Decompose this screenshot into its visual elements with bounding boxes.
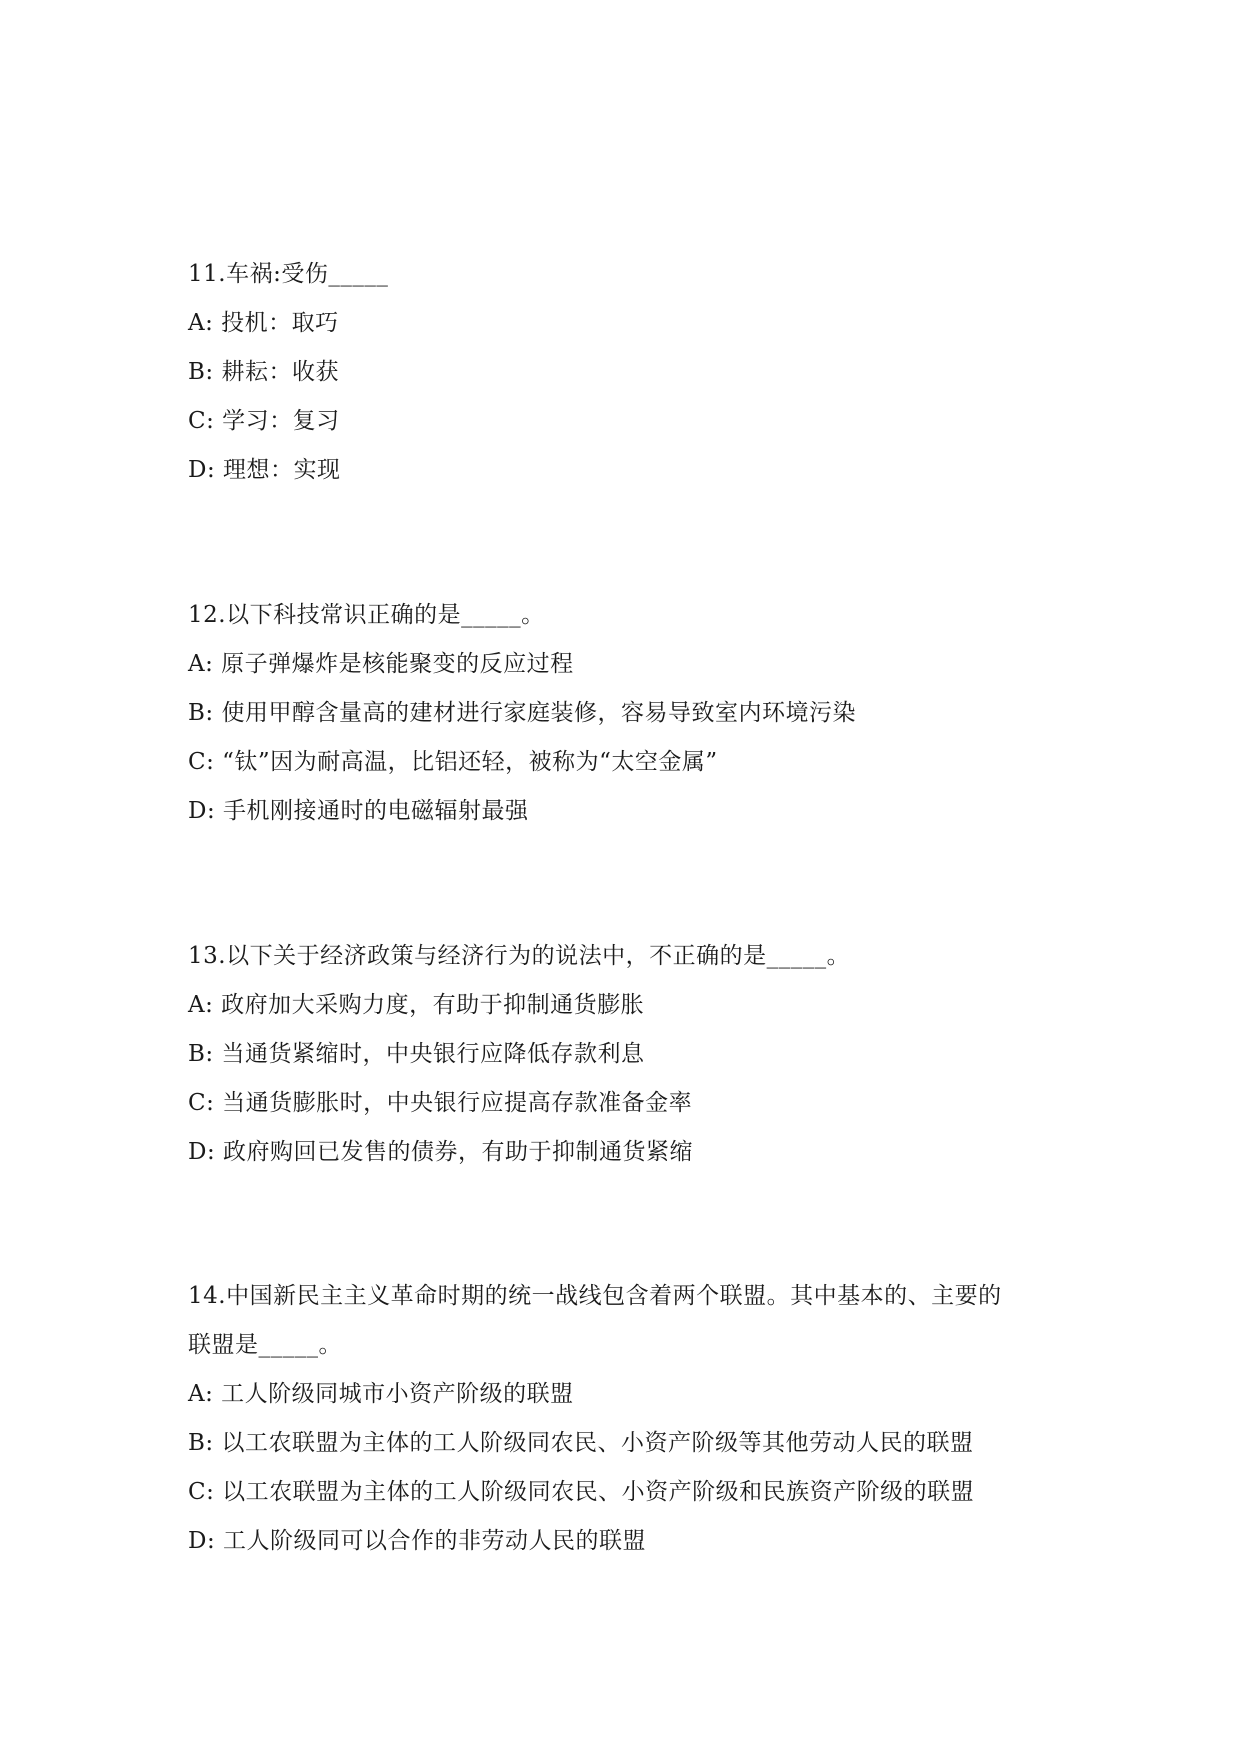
option-d: D: 工人阶级同可以合作的非劳动人民的联盟 — [188, 1528, 647, 1554]
question-stem-line-1: 14.中国新民主主义革命时期的统一战线包含着两个联盟。其中基本的、主要的 — [188, 1283, 1002, 1309]
option-d: D: 理想：实现 — [188, 457, 341, 483]
question-11 — [188, 250, 1068, 495]
question-13 — [188, 932, 1068, 1177]
option-a: A: 工人阶级同城市小资产阶级的联盟 — [188, 1381, 574, 1407]
question-14 — [188, 1272, 1068, 1566]
option-a: A: 投机：取巧 — [188, 310, 339, 336]
option-b: B: 当通货紧缩时，中央银行应降低存款利息 — [188, 1041, 645, 1067]
option-d: D: 政府购回已发售的债券，有助于抑制通货紧缩 — [188, 1139, 694, 1165]
option-a: A: 原子弹爆炸是核能聚变的反应过程 — [188, 651, 574, 677]
question-stem: 12.以下科技常识正确的是_____。 — [188, 602, 545, 628]
option-d: D: 手机刚接通时的电磁辐射最强 — [188, 798, 529, 824]
option-c: C: 以工农联盟为主体的工人阶级同农民、小资产阶级和民族资产阶级的联盟 — [188, 1479, 975, 1505]
question-stem: 11.车祸:受伤_____ — [188, 261, 389, 287]
option-b: B: 使用甲醇含量高的建材进行家庭装修，容易导致室内环境污染 — [188, 700, 856, 726]
question-stem: 13.以下关于经济政策与经济行为的说法中，不正确的是_____。 — [188, 943, 851, 969]
option-b: B: 以工农联盟为主体的工人阶级同农民、小资产阶级等其他劳动人民的联盟 — [188, 1430, 974, 1456]
question-12 — [188, 591, 1068, 836]
option-a: A: 政府加大采购力度，有助于抑制通货膨胀 — [188, 992, 645, 1018]
option-c: C: 当通货膨胀时，中央银行应提高存款准备金率 — [188, 1090, 693, 1116]
option-c: C: “钛”因为耐高温，比铝还轻，被称为“太空金属” — [188, 749, 718, 775]
option-b: B: 耕耘：收获 — [188, 359, 339, 385]
question-stem-line-2: 联盟是_____。 — [188, 1332, 342, 1358]
option-c: C: 学习：复习 — [188, 408, 340, 434]
